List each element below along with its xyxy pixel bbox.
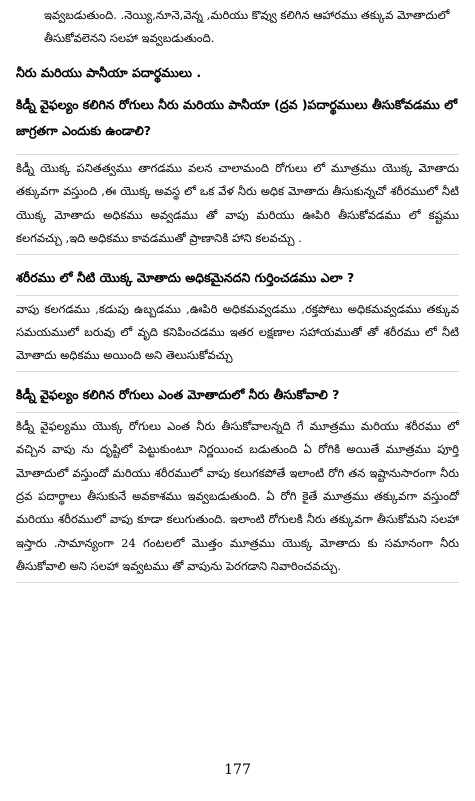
section-title: నీరు మరియు పానీయా పదార్థములు . — [16, 65, 202, 80]
answer-paragraph-2: వాపు కలగడము ,కడుపు ఉబ్బడము ,ఊపిరి అధికమవ్వడము ,రక్తపోటు అధికమవ్వడము తక్కువ సమయములో బరువు లో వృది కనిపించడము ఇతర లక్షణాల సహాయముతో తో శరీరము లో నీటి మోతాదు అధికము అయింది అని తెలుసుకోవచ్చు — [16, 295, 459, 372]
page-number: 177 — [224, 762, 251, 778]
question-heading-2: శరీరము లో నీటి యొక్క మోతాదు అధికమైనదని గుర్తించడము ఎలా ? — [16, 269, 355, 285]
question-heading-3: కిడ్నీ వైఫల్యం కలిగిన రోగులు ఎంత మోతాదులో నీరు తీసుకోవాలి ? — [16, 386, 340, 402]
intro-paragraph: ఇవ్వబడుతుంది. .నెయ్యి,నూనె,వెన్న ,మరియు కొవ్వు కలిగిన ఆహారము తక్కువ మోతాదులో తీసుకోవలెనని సలహా ఇవ్వబడుతుంది. — [44, 8, 450, 45]
answer-paragraph-3: కిడ్నీ వైఫల్యము యొక్క రోగులు ఎంత నీరు తీసుకోవాలన్నది గే మూత్రము మరియు శరీరము లో వచ్చిన వాపు ను దృష్టిలో పెట్టుకుంటూ నిర్ణయించ బడుతుంది ఏ రోగికి అయితే మూత్రము పూర్తి మోతాదులో వస్తుందో మరియు శరీరములో వాపు కలుగకపోతే ఇలాంటి రోగి తన ఇష్టానుసారంగా నీరు ద్రవ పదార్థాలు తీసుకునే అవకాశము ఇవ్వబడుతుంది. ఏ రోగి కైతే మూత్రము తక్కువగా వస్తుందో మరియు శరీరములో వాపు కూడా కలుగుతుంది. ఇలాంటి రోగులకి నీరు తక్కువగా తీసుకోమని సలహా ఇస్తారు .సామాన్యంగా 24 గంటలలో మొత్తం మూత్రము యొక్క మోతాదు కు సమానంగా నీరు తీసుకోవాలి అని సలహా ఇవ్వటము తో వాపును పెరగడాని నివారించవచ్చు. — [16, 412, 459, 583]
answer-paragraph-1: కిడ్నీ యొక్క పనితత్వము తాగడము వలన చాలామంది రోగులు లో మూత్రము యొక్క మోతాదు తక్కువగా వస్తుంది ,ఈ యొక్క అవస్థ లో ఒక వేళ నీరు అధిక మోతాదు తీసుకున్నచో శరీరములో నీటి యొక్క మోతాదు అధికము అవ్వడము తో వాపు మరియు ఊపిరి తీసుకోవడము లో కష్టము కలగవచ్చు ,ఇది అధికము కావడముతో ప్రాణానికి హాని కలవచ్చు . — [16, 154, 459, 255]
question-heading-1: కిడ్నీ వైఫల్యం కలిగిన రోగులు నీరు మరియు పానీయా (ద్రవ )పదార్థములు తీసుకోవడము లో జాగ్రతగా ఎందుకు ఉండాలి? — [16, 97, 458, 138]
